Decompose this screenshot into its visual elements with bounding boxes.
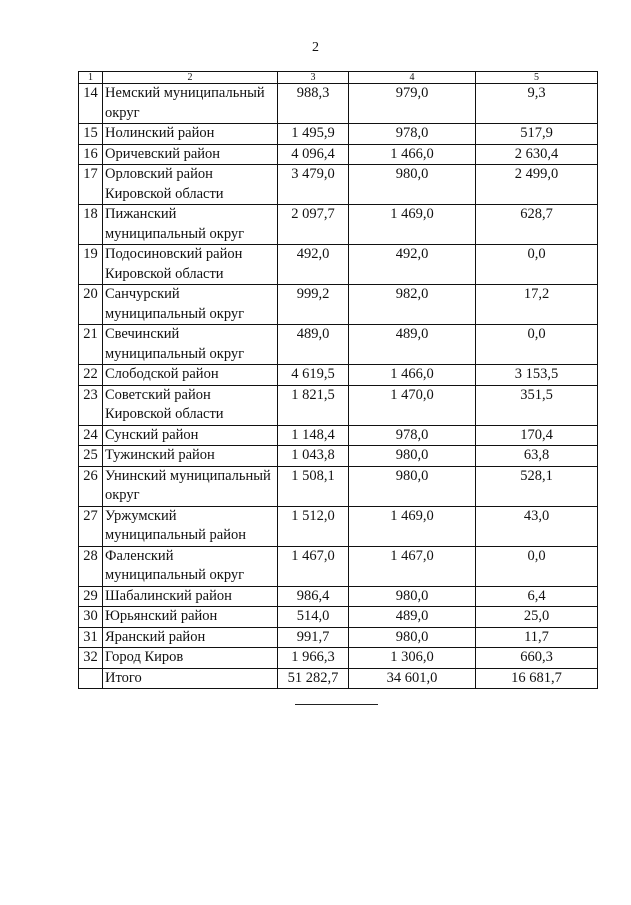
table-row [79,385,598,425]
table-row [79,586,598,607]
value-col-5: 17,2 [476,285,598,325]
row-number: 31 [79,627,103,648]
value-col-4: 980,0 [349,165,476,205]
table-row [79,627,598,648]
district-name: Слободской район [103,365,278,386]
table-row [79,205,598,245]
row-number: 26 [79,466,103,506]
value-col-4: 489,0 [349,325,476,365]
value-col-4: 980,0 [349,586,476,607]
value-col-4: 980,0 [349,627,476,648]
value-col-5: 6,4 [476,586,598,607]
value-col-3: 1 043,8 [278,446,349,467]
district-name: Сунский район [103,425,278,446]
value-col-5: 170,4 [476,425,598,446]
value-col-3: 492,0 [278,245,349,285]
row-number: 17 [79,165,103,205]
district-name: Немский муниципальный округ [103,84,278,124]
row-number: 18 [79,205,103,245]
row-number: 28 [79,546,103,586]
allocation-table [78,71,598,689]
district-name: Оричевский район [103,144,278,165]
column-header-5: 5 [476,72,598,84]
row-number: 19 [79,245,103,285]
table-row [79,607,598,628]
value-col-5: 517,9 [476,124,598,145]
value-col-5: 660,3 [476,648,598,669]
row-number: 23 [79,385,103,425]
table-row [79,84,598,124]
column-header-4: 4 [349,72,476,84]
value-col-4: 1 469,0 [349,205,476,245]
table-row [79,506,598,546]
value-col-3: 514,0 [278,607,349,628]
value-col-3: 1 508,1 [278,466,349,506]
value-col-5: 0,0 [476,546,598,586]
value-col-5: 0,0 [476,245,598,285]
table-row [79,144,598,165]
value-col-3: 1 821,5 [278,385,349,425]
table-row [79,446,598,467]
value-col-3: 999,2 [278,285,349,325]
column-header-3: 3 [278,72,349,84]
value-col-4: 492,0 [349,245,476,285]
row-number: 15 [79,124,103,145]
value-col-4: 1 469,0 [349,506,476,546]
district-name: Советский район Кировской области [103,385,278,425]
table-row [79,546,598,586]
value-col-5: 2 630,4 [476,144,598,165]
total-col-5: 16 681,7 [476,668,598,689]
district-name: Свечинский муниципальный округ [103,325,278,365]
row-number: 30 [79,607,103,628]
district-name: Фаленский муниципальный округ [103,546,278,586]
district-name: Яранский район [103,627,278,648]
row-number: 20 [79,285,103,325]
total-col-3: 51 282,7 [278,668,349,689]
value-col-4: 979,0 [349,84,476,124]
value-col-4: 978,0 [349,124,476,145]
value-col-3: 988,3 [278,84,349,124]
value-col-3: 986,4 [278,586,349,607]
district-name: Уржумский муниципальный район [103,506,278,546]
value-col-3: 1 148,4 [278,425,349,446]
value-col-4: 1 470,0 [349,385,476,425]
district-name: Орловский район Кировской области [103,165,278,205]
row-number: 14 [79,84,103,124]
row-number: 24 [79,425,103,446]
closing-rule [295,704,378,705]
table-row [79,648,598,669]
row-number: 21 [79,325,103,365]
table-row [79,325,598,365]
value-col-5: 9,3 [476,84,598,124]
value-col-4: 1 466,0 [349,365,476,386]
row-number: 32 [79,648,103,669]
value-col-4: 978,0 [349,425,476,446]
value-col-5: 628,7 [476,205,598,245]
page-number: 2 [312,40,319,55]
row-number: 27 [79,506,103,546]
value-col-3: 489,0 [278,325,349,365]
table-header-row [79,72,598,84]
table-row [79,285,598,325]
value-col-5: 25,0 [476,607,598,628]
row-number: 29 [79,586,103,607]
district-name: Город Киров [103,648,278,669]
value-col-3: 991,7 [278,627,349,648]
total-row [79,668,598,689]
table-row [79,425,598,446]
district-name: Шабалинский район [103,586,278,607]
value-col-4: 1 306,0 [349,648,476,669]
district-name: Подосиновский район Кировской области [103,245,278,285]
value-col-5: 2 499,0 [476,165,598,205]
value-col-4: 980,0 [349,466,476,506]
value-col-3: 1 966,3 [278,648,349,669]
row-number: 25 [79,446,103,467]
column-header-1: 1 [79,72,103,84]
value-col-3: 1 495,9 [278,124,349,145]
value-col-5: 528,1 [476,466,598,506]
value-col-3: 2 097,7 [278,205,349,245]
district-name: Юрьянский район [103,607,278,628]
table-row [79,245,598,285]
value-col-3: 3 479,0 [278,165,349,205]
column-header-2: 2 [103,72,278,84]
value-col-4: 489,0 [349,607,476,628]
district-name: Пижанский муниципальный округ [103,205,278,245]
table-row [79,365,598,386]
district-name: Унинский муниципальный округ [103,466,278,506]
value-col-3: 4 096,4 [278,144,349,165]
value-col-4: 1 466,0 [349,144,476,165]
value-col-5: 3 153,5 [476,365,598,386]
value-col-4: 1 467,0 [349,546,476,586]
total-label: Итого [103,668,278,689]
row-number: 16 [79,144,103,165]
value-col-5: 351,5 [476,385,598,425]
table-row [79,124,598,145]
value-col-3: 1 467,0 [278,546,349,586]
total-number-cell [79,668,103,689]
value-col-3: 4 619,5 [278,365,349,386]
table-row [79,165,598,205]
value-col-5: 43,0 [476,506,598,546]
table-row [79,466,598,506]
value-col-3: 1 512,0 [278,506,349,546]
value-col-4: 982,0 [349,285,476,325]
total-col-4: 34 601,0 [349,668,476,689]
district-name: Нолинский район [103,124,278,145]
value-col-5: 0,0 [476,325,598,365]
district-name: Санчурский муниципальный округ [103,285,278,325]
value-col-5: 63,8 [476,446,598,467]
district-name: Тужинский район [103,446,278,467]
row-number: 22 [79,365,103,386]
value-col-4: 980,0 [349,446,476,467]
value-col-5: 11,7 [476,627,598,648]
